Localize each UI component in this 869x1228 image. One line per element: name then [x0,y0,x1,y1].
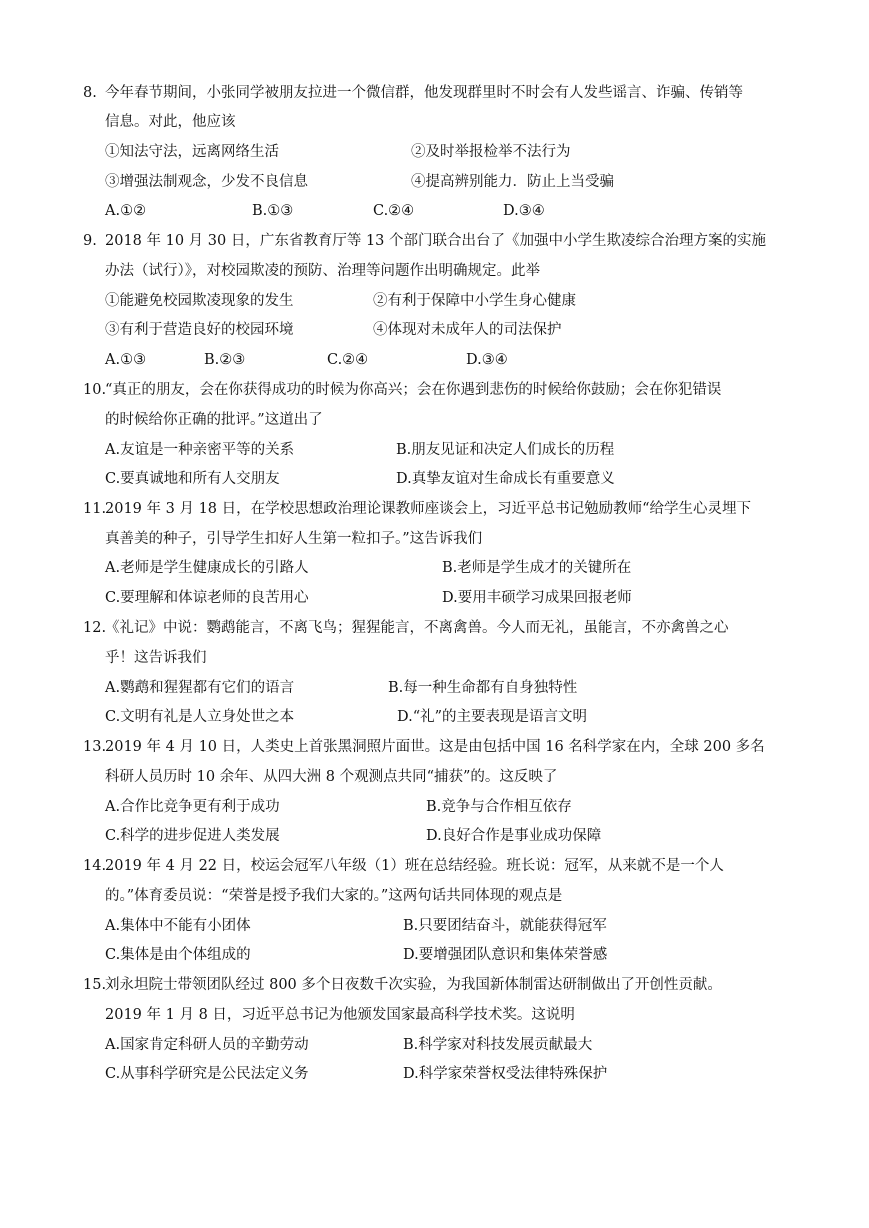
statement-4: ④提高辨别能力．防止上当受骗 [411,174,614,190]
question-number: 11. [83,501,107,517]
statement-1: ①知法守法，远离网络生活 [105,144,279,160]
option-d: D.“礼”的主要表现是语言文明 [397,709,588,725]
question-stem-line-2: 的。”体育委员说：“荣誉是授予我们大家的。”这两句话共同体现的观点是 [105,888,563,904]
option-c: C.要理解和体谅老师的良苦用心 [105,590,309,606]
question-stem-line-2: 真善美的种子，引导学生扣好人生第一粒扣子。”这告诉我们 [105,531,483,547]
option-b: B.老师是学生成才的关键所在 [442,560,632,576]
option-c: C.科学的进步促进人类发展 [105,828,280,844]
question-stem-line-2: 办法（试行）》，对校园欺凌的预防、治理等问题作出明确规定。此举 [105,263,540,279]
option-d: D.良好合作是事业成功保障 [426,828,602,844]
question-stem-line-1: 2018 年 10 月 30 日，广东省教育厅等 13 个部门联合出台了《加强中小学生欺凌综合治理方案的实施 [105,233,767,249]
option-a: A.国家肯定科研人员的辛勤劳动 [105,1037,309,1053]
option-d: D.要增强团队意识和集体荣誉感 [403,947,608,963]
option-a: A.合作比竞争更有利于成功 [105,799,280,815]
option-a: A.鹦鹉和猩猩都有它们的语言 [105,680,295,696]
statement-3: ③增强法制观念，少发不良信息 [105,174,308,190]
option-b: B.只要团结奋斗，就能获得冠军 [403,918,607,934]
question-number: 9. [83,233,97,249]
option-d: D.真挚友谊对生命成长有重要意义 [396,471,615,487]
option-a: A.老师是学生健康成长的引路人 [105,560,309,576]
option-d: D.③④ [503,203,545,219]
option-c: C.集体是由个体组成的 [105,947,251,963]
question-stem-line-1: “真正的朋友，会在你获得成功的时候为你高兴；会在你遇到悲伤的时候给你鼓励；会在你犯错误 [105,382,722,398]
question-number: 15. [83,977,107,993]
option-c: C.②④ [327,352,369,368]
question-stem-line-1: 《礼记》中说：鹦鹉能言，不离飞鸟；猩猩能言，不离禽兽。今人而无礼，虽能言，不亦禽兽之心 [105,620,729,636]
question-stem-line-1: 刘永坦院士带领团队经过 800 多个日夜数千次实验，为我国新体制雷达研制做出了开创性贡献。 [105,977,722,993]
question-stem-line-1: 2019 年 4 月 22 日，校运会冠军八年级（1）班在总结经验。班长说：冠军，从来就不是一个人 [105,858,724,874]
option-d: D.③④ [466,352,508,368]
option-d: D.科学家荣誉权受法律特殊保护 [403,1066,608,1082]
option-b: B.科学家对科技发展贡献最大 [403,1037,593,1053]
question-stem-line-2: 2019 年 1 月 8 日，习近平总书记为他颁发国家最高科学技术奖。这说明 [105,1007,575,1023]
option-a: A.集体中不能有小团体 [105,918,251,934]
question-number: 13. [83,739,107,755]
statement-2: ②有利于保障中小学生身心健康 [373,293,576,309]
option-d: D.要用丰硕学习成果回报老师 [442,590,632,606]
question-stem-line-2: 科研人员历时 10 余年、从四大洲 8 个观测点共同“捕获”的。这反映了 [105,769,558,785]
option-c: C.要真诚地和所有人交朋友 [105,471,280,487]
option-b: B.每一种生命都有自身独特性 [388,680,578,696]
question-stem-line-1: 今年春节期间，小张同学被朋友拉进一个微信群，他发现群里时不时会有人发些谣言、诈骗、传销等 [105,85,743,101]
option-b: B.朋友见证和决定人们成长的历程 [396,442,615,458]
option-b: B.竞争与合作相互依存 [426,799,572,815]
question-number: 12. [83,620,107,636]
option-b: B.①③ [252,203,294,219]
option-a: A.友谊是一种亲密平等的关系 [105,442,295,458]
statement-1: ①能避免校园欺凌现象的发生 [105,293,294,309]
question-stem-line-1: 2019 年 4 月 10 日，人类史上首张黑洞照片面世。这是由包括中国 16 名科学家在内，全球 200 多名 [105,739,765,755]
question-number: 14. [83,858,107,874]
option-c: C.文明有礼是人立身处世之本 [105,709,295,725]
question-stem-line-2: 乎！这告诉我们 [105,650,207,666]
statement-2: ②及时举报检举不法行为 [411,144,571,160]
option-b: B.②③ [204,352,246,368]
option-a: A.①② [105,203,147,219]
question-number: 8. [83,85,97,101]
option-a: A.①③ [105,352,147,368]
option-c: C.从事科学研究是公民法定义务 [105,1066,309,1082]
question-stem-line-2: 信息。对此，他应该 [105,114,236,130]
option-c: C.②④ [373,203,415,219]
statement-4: ④体现对未成年人的司法保护 [373,322,562,338]
question-number: 10. [83,382,107,398]
statement-3: ③有利于营造良好的校园环境 [105,322,294,338]
question-stem-line-2: 的时候给你正确的批评。”这道出了 [105,412,323,428]
question-stem-line-1: 2019 年 3 月 18 日，在学校思想政治理论课教师座谈会上，习近平总书记勉励教师“给学生心灵埋下 [105,501,752,517]
